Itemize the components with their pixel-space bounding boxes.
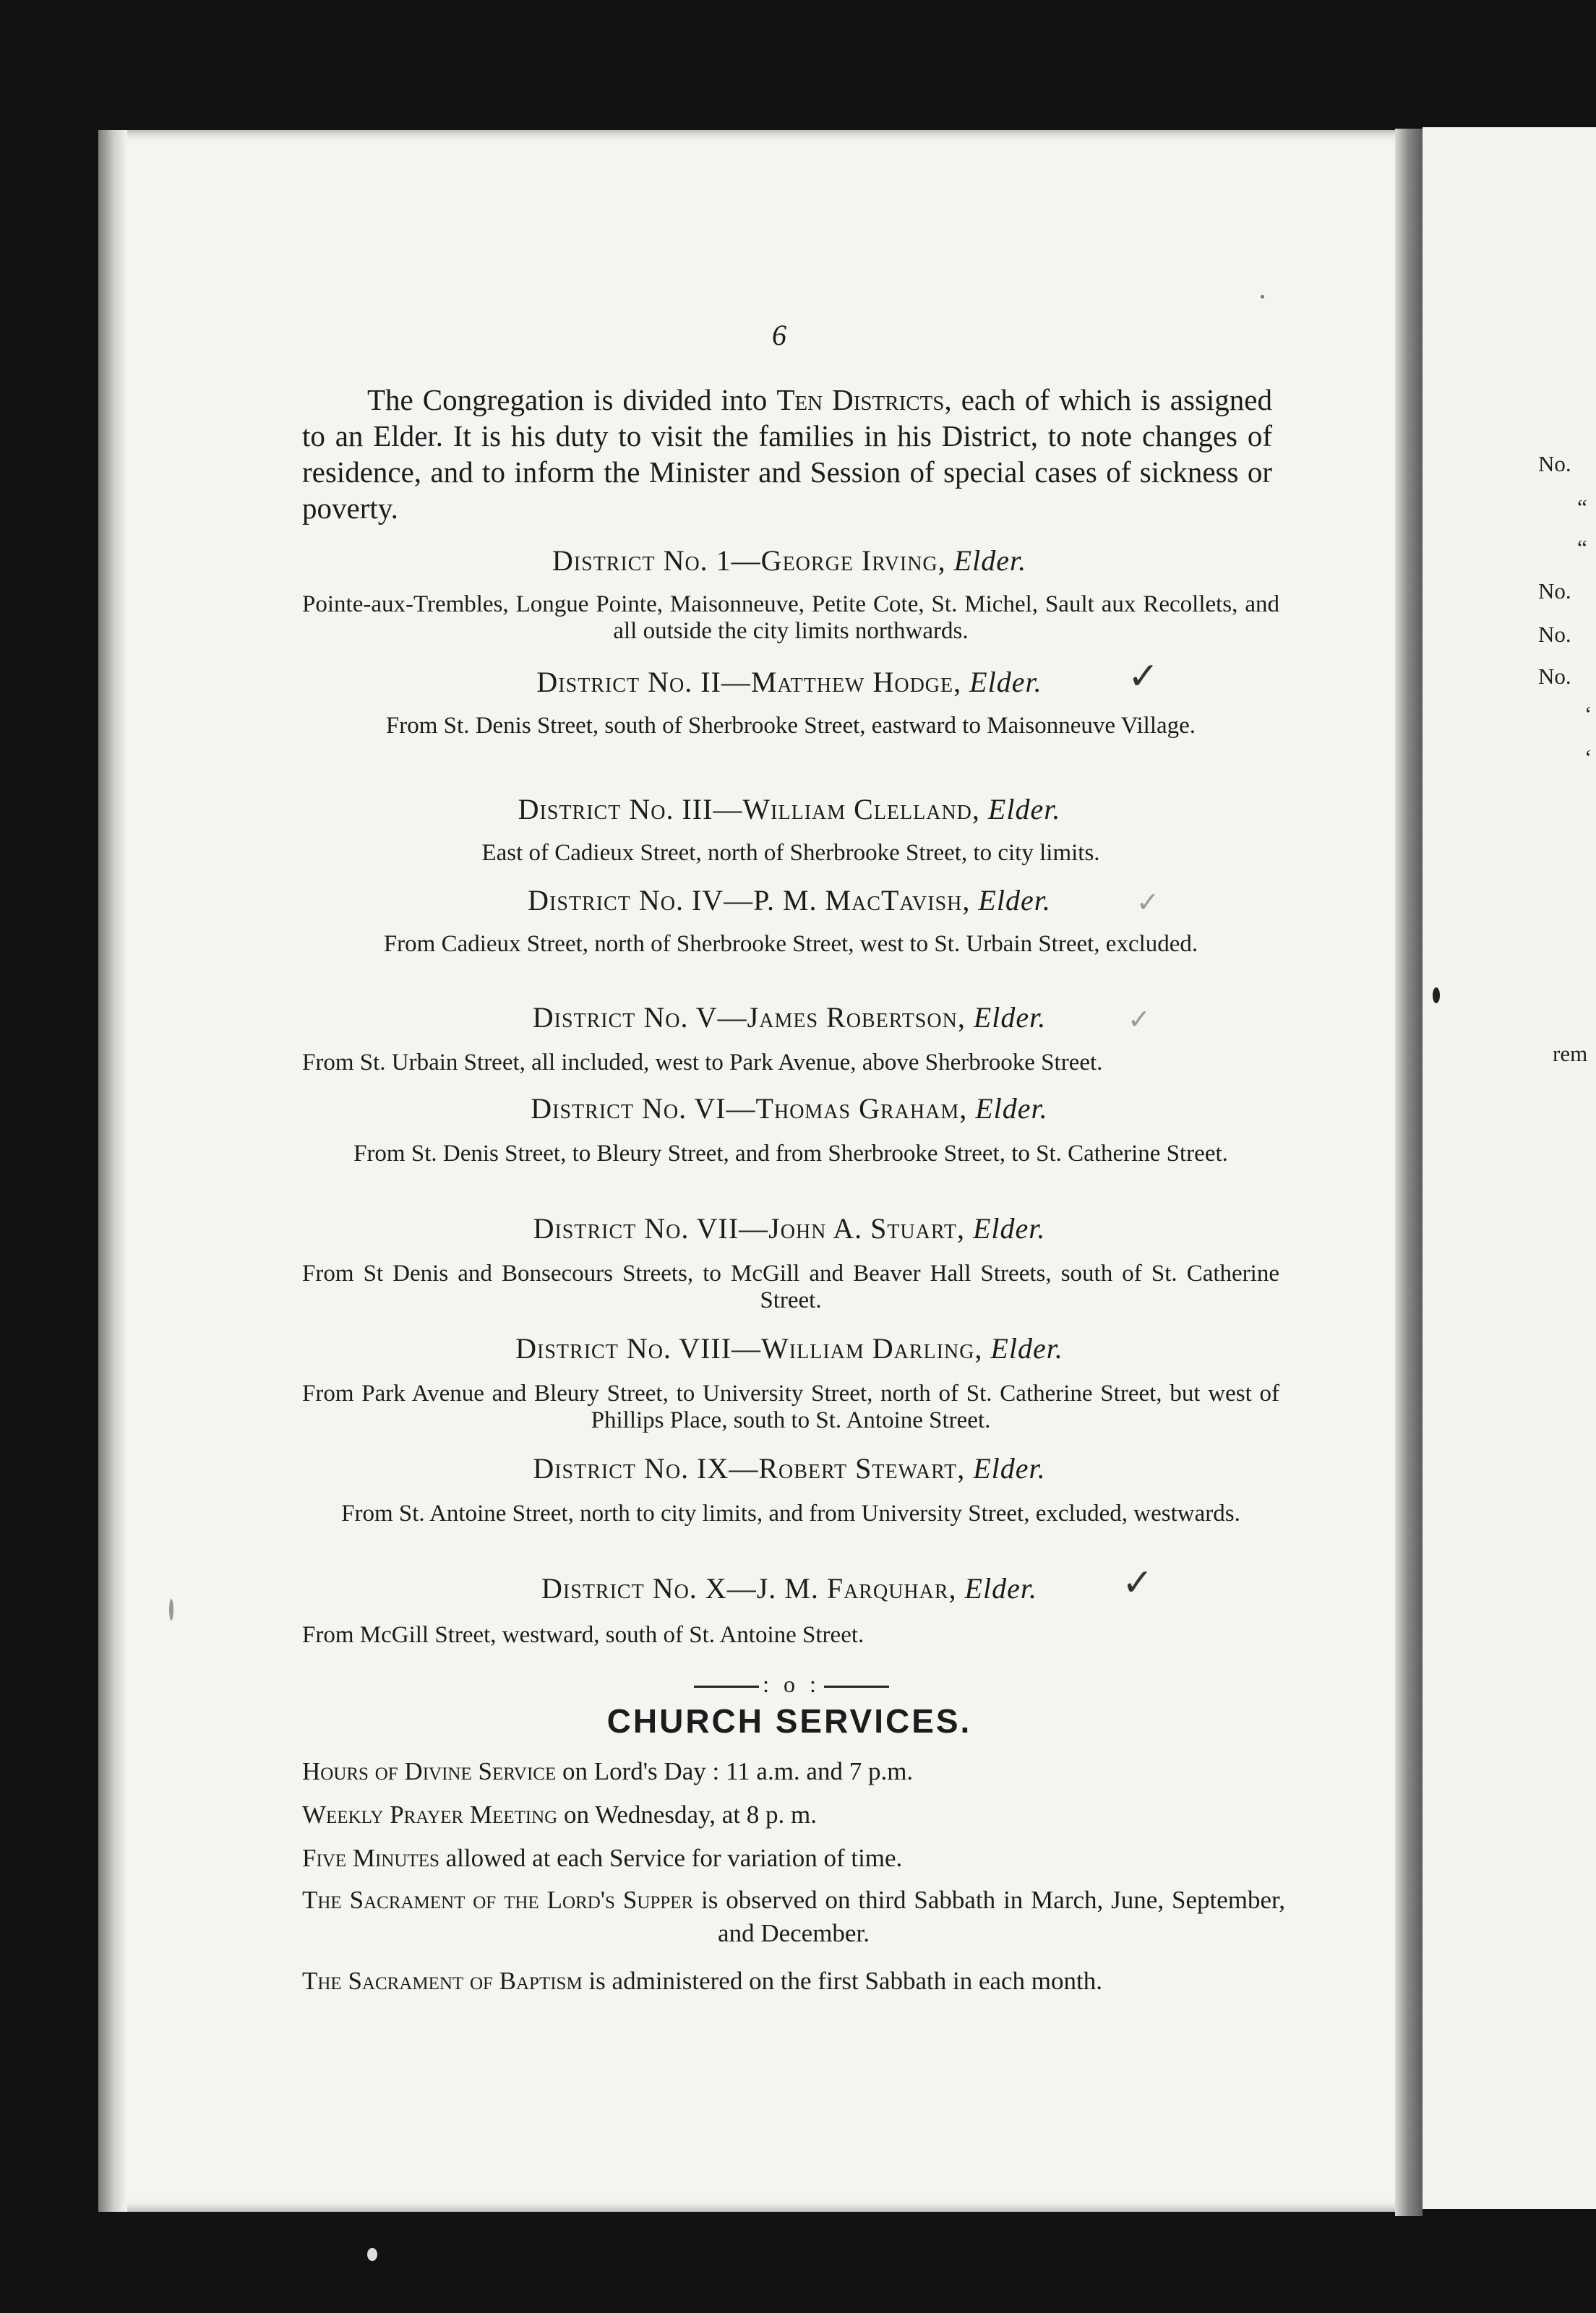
intro-emphasis: Ten Districts — [776, 383, 945, 416]
paper-speck — [1261, 295, 1264, 299]
service-lead: Five Minutes — [302, 1844, 439, 1872]
district-area: From Park Avenue and Bleury Street, to University Street, north of St. Catherine Street, but west of Phillips Place, south to St. Antoine Street. — [302, 1381, 1279, 1433]
district-heading-text: District No. VI—Thomas Graham, — [531, 1092, 976, 1125]
book-spine — [1395, 129, 1423, 2216]
service-line — [302, 1842, 1285, 1875]
intro-text-after: , each of which is assigned to an Elder. It is his duty to visit the families in his District, to note changes of residence, and to inform the Minister and Session of special cases of sickness or poverty. — [302, 383, 1272, 525]
paper-speck — [367, 2248, 377, 2261]
book-page-right — [1423, 127, 1596, 2209]
section-divider: : o : — [694, 1671, 889, 1698]
district-area: From Cadieux Street, north of Sherbrooke Street, west to St. Urbain Street, excluded. — [383, 931, 1198, 957]
district-area: From St. Denis Street, to Bleury Street, and from Sherbrooke Street, to St. Catherine Street. — [353, 1141, 1228, 1167]
service-lead: The Sacrament of Baptism — [302, 1967, 583, 1995]
district-heading-text: District No. V—James Robertson, — [532, 1001, 974, 1034]
right-page-fragment: rem — [1553, 1041, 1588, 1066]
section-title: CHURCH SERVICES. — [606, 1702, 972, 1740]
paper-speck — [169, 1599, 173, 1621]
right-page-fragment: No. — [1538, 664, 1571, 689]
district-area: From St. Denis Street, south of Sherbrooke Street, eastward to Maisonneuve Village. — [385, 713, 1196, 739]
district-area: From St. Urbain Street, all included, west to Park Avenue, above Sherbrooke Street. — [302, 1050, 1103, 1076]
check-mark-icon: ✓ — [1136, 886, 1159, 918]
district-area: East of Cadieux Street, north of Sherbrooke Street, to city limits. — [481, 840, 1100, 866]
check-mark-icon: ✓ — [1128, 655, 1159, 698]
district-heading-text: District No. VII—John A. Stuart, — [533, 1212, 973, 1245]
service-lead: The Sacrament of the Lord's Supper — [302, 1886, 694, 1914]
district-heading-text: District No. III—William Clelland, — [518, 793, 988, 825]
intro-paragraph — [302, 382, 1272, 526]
service-line — [302, 1884, 1285, 1950]
page-number: 6 — [772, 319, 786, 351]
intro-text-before: The Congregation is divided into — [367, 383, 777, 416]
district-area: From McGill Street, westward, south of St. Antoine Street. — [302, 1622, 864, 1648]
service-line — [302, 1965, 1285, 1998]
service-text: allowed at each Service for variation of time. — [439, 1844, 903, 1872]
check-mark-icon: ✓ — [1122, 1561, 1154, 1605]
district-heading — [0, 1451, 1587, 1485]
district-heading-text: District No. IX—Robert Stewart, — [533, 1452, 974, 1485]
district-heading — [0, 1091, 1587, 1125]
district-heading — [0, 665, 1587, 699]
service-text: on Lord's Day : 11 a.m. and 7 p.m. — [556, 1757, 914, 1785]
right-page-fragment: ‘ — [1584, 744, 1592, 770]
district-heading — [0, 1571, 1587, 1605]
service-text: is observed on third Sabbath in March, June, September, and December. — [693, 1886, 1285, 1947]
service-line — [302, 1798, 1285, 1832]
check-mark-icon: ✓ — [1128, 1003, 1151, 1035]
district-heading — [0, 883, 1587, 917]
right-page-fragment: “ — [1577, 535, 1587, 560]
district-heading — [0, 1331, 1587, 1365]
district-area: Pointe-aux-Trembles, Longue Pointe, Maisonneuve, Petite Cote, St. Michel, Sault aux Recollets, and all outside the city limits northwards. — [302, 591, 1279, 644]
service-text: on Wednesday, at 8 p. m. — [557, 1801, 818, 1829]
right-page-fragment: No. — [1538, 622, 1571, 647]
district-role: Elder. — [978, 884, 1051, 917]
district-role: Elder. — [969, 666, 1042, 698]
district-role: Elder. — [972, 1212, 1046, 1245]
district-heading-text: District No. X—J. M. Farquhar, — [541, 1572, 965, 1605]
district-heading — [0, 1000, 1587, 1034]
service-lead: Hours of Divine Service — [302, 1757, 557, 1785]
district-role: Elder. — [973, 1001, 1047, 1034]
district-heading — [0, 1211, 1587, 1245]
service-line — [302, 1755, 1285, 1788]
district-heading-text: District No. VIII—William Darling, — [515, 1332, 991, 1365]
district-heading — [0, 544, 1587, 578]
district-role: Elder. — [990, 1332, 1063, 1365]
district-role: Elder. — [987, 793, 1061, 825]
district-heading-text: District No. 1—George Irving, — [552, 544, 954, 577]
district-role: Elder. — [975, 1092, 1048, 1125]
service-text: is administered on the first Sabbath in each month. — [582, 1967, 1102, 1995]
service-lead: Weekly Prayer Meeting — [302, 1801, 558, 1829]
district-heading — [0, 792, 1587, 826]
right-page-fragment: “ — [1577, 494, 1587, 520]
right-page-fragment: No. — [1538, 578, 1571, 604]
district-area: From St. Antoine Street, north to city limits, and from University Street, excluded, westwards. — [341, 1501, 1240, 1527]
district-heading-text: District No. IV—P. M. MacTavish, — [528, 884, 979, 917]
district-role: Elder. — [953, 544, 1027, 577]
right-page-fragment: ‘ — [1584, 701, 1592, 726]
district-role: Elder. — [964, 1572, 1037, 1605]
district-heading-text: District No. II—Matthew Hodge, — [536, 666, 970, 698]
district-area: From St Denis and Bonsecours Streets, to McGill and Beaver Hall Streets, south of St. Catherine Street. — [302, 1261, 1279, 1313]
paper-speck — [1433, 987, 1440, 1003]
page-gutter-shadow — [98, 130, 127, 2212]
district-role: Elder. — [973, 1452, 1046, 1485]
right-page-fragment: No. — [1538, 451, 1571, 476]
